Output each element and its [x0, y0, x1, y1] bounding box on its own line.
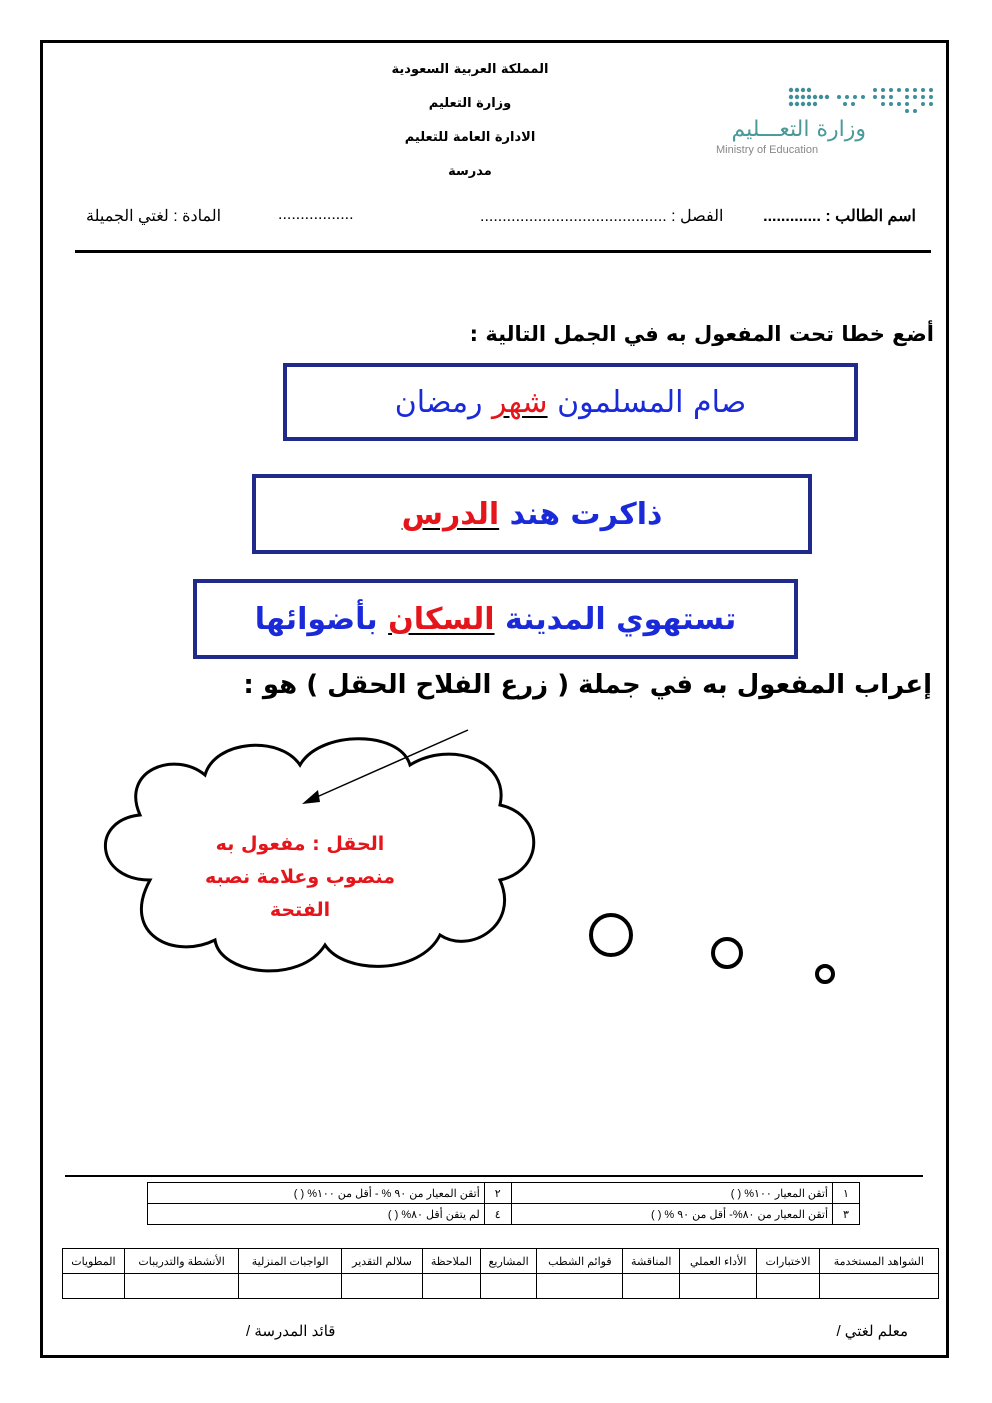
- sentence-box-2: [252, 474, 812, 554]
- sentence-3-after: بأضوائها: [254, 601, 389, 637]
- evidence-table: [62, 1248, 939, 1299]
- evidence-cell[interactable]: [480, 1274, 537, 1299]
- thought-bubble-medium: [713, 939, 741, 967]
- criteria-number: ٣: [833, 1204, 860, 1225]
- thought-cloud-graphic: [0, 720, 992, 1000]
- header-kingdom: المملكة العربية السعودية: [391, 62, 549, 77]
- sentence-3: [255, 602, 737, 637]
- table-row: [63, 1274, 939, 1299]
- class-field[interactable]: الفصل : ..........................................: [480, 208, 724, 225]
- student-name-field[interactable]: اسم الطالب : .............: [763, 208, 916, 225]
- logo-english-text: Ministry of Education: [716, 144, 819, 156]
- subject-dots: .................: [278, 206, 354, 223]
- header-divider: [75, 250, 931, 253]
- evidence-cell[interactable]: [757, 1274, 819, 1299]
- subject-label: المادة : لغتي الجميلة: [86, 208, 222, 225]
- parsing-question: إعراب المفعول به في جملة ( زرع الفلاح الحقل ) هو :: [243, 670, 932, 700]
- sentence-3-before: تستهوي المدينة: [494, 601, 737, 637]
- sentence-2: [402, 497, 663, 532]
- evidence-cell[interactable]: [680, 1274, 757, 1299]
- mastery-criteria-table: [147, 1182, 860, 1225]
- footer-divider: [65, 1175, 923, 1177]
- criteria-number: ١: [833, 1183, 860, 1204]
- sentence-1-before: صام المسلمون: [547, 384, 747, 420]
- criteria-cell: أتقن المعيار من ٨٠%- أقل من ٩٠ % ( ): [511, 1204, 832, 1225]
- principal-signature[interactable]: قائد المدرسة /: [246, 1323, 336, 1340]
- evidence-header: الشواهد المستخدمة: [819, 1249, 938, 1274]
- evidence-header: المشاريع: [480, 1249, 537, 1274]
- evidence-cell[interactable]: [623, 1274, 680, 1299]
- logo-dots-icon: [787, 86, 937, 114]
- criteria-number: ٤: [484, 1204, 511, 1225]
- evidence-header: الأنشطة والتدريبات: [124, 1249, 239, 1274]
- cloud-answer: [150, 828, 450, 927]
- criteria-cell: أتقن المعيار من ٩٠ % - أقل من ١٠٠% ( ): [148, 1183, 485, 1204]
- table-header-row: [63, 1249, 939, 1274]
- header-directorate: الادارة العامة للتعليم: [404, 130, 536, 145]
- logo-arabic-text: وزارة التعـــليم: [731, 117, 866, 142]
- evidence-header: قوائم الشطب: [537, 1249, 623, 1274]
- evidence-cell[interactable]: [124, 1274, 239, 1299]
- sentence-3-object: السكان: [388, 601, 495, 637]
- evidence-cell[interactable]: [239, 1274, 342, 1299]
- table-row: [148, 1204, 860, 1225]
- thought-bubble-small: [817, 966, 833, 982]
- instruction-title: أضع خطا تحت المفعول به في الجمل التالية :: [469, 322, 934, 346]
- evidence-header: الواجبات المنزلية: [239, 1249, 342, 1274]
- sentence-1-after: رمضان: [394, 384, 493, 420]
- evidence-cell[interactable]: [819, 1274, 938, 1299]
- evidence-cell[interactable]: [537, 1274, 623, 1299]
- criteria-cell: لم يتقن أقل ٨٠% ( ): [148, 1204, 485, 1225]
- sentence-box-3: [193, 579, 798, 659]
- answer-line-1: الحقل : مفعول به: [215, 833, 385, 855]
- evidence-header: المطويات: [63, 1249, 125, 1274]
- header-school: مدرسة: [448, 164, 492, 179]
- evidence-header: سلالم التقدير: [341, 1249, 422, 1274]
- sentence-1-object: شهر: [492, 384, 548, 420]
- table-row: [148, 1183, 860, 1204]
- evidence-cell[interactable]: [63, 1274, 125, 1299]
- sentence-2-object: الدرس: [401, 496, 500, 532]
- evidence-cell[interactable]: [423, 1274, 481, 1299]
- header-ministry: وزارة التعليم: [428, 96, 512, 111]
- teacher-signature[interactable]: معلم لغتي /: [836, 1323, 908, 1340]
- evidence-header: الاختبارات: [757, 1249, 819, 1274]
- evidence-header: الملاحظة: [423, 1249, 481, 1274]
- criteria-number: ٢: [484, 1183, 511, 1204]
- thought-bubble-large: [591, 915, 631, 955]
- criteria-cell: أتقن المعيار ١٠٠% ( ): [511, 1183, 832, 1204]
- sentence-box-1: [283, 363, 858, 441]
- evidence-header: الأداء العملي: [680, 1249, 757, 1274]
- ministry-logo: [712, 82, 942, 162]
- evidence-cell[interactable]: [341, 1274, 422, 1299]
- sentence-2-before: ذاكرت هند: [499, 496, 663, 532]
- sentence-1: [395, 385, 746, 420]
- evidence-header: المناقشة: [623, 1249, 680, 1274]
- answer-line-2: منصوب وعلامة نصبه: [204, 866, 396, 888]
- answer-line-3: الفتحة: [269, 899, 331, 921]
